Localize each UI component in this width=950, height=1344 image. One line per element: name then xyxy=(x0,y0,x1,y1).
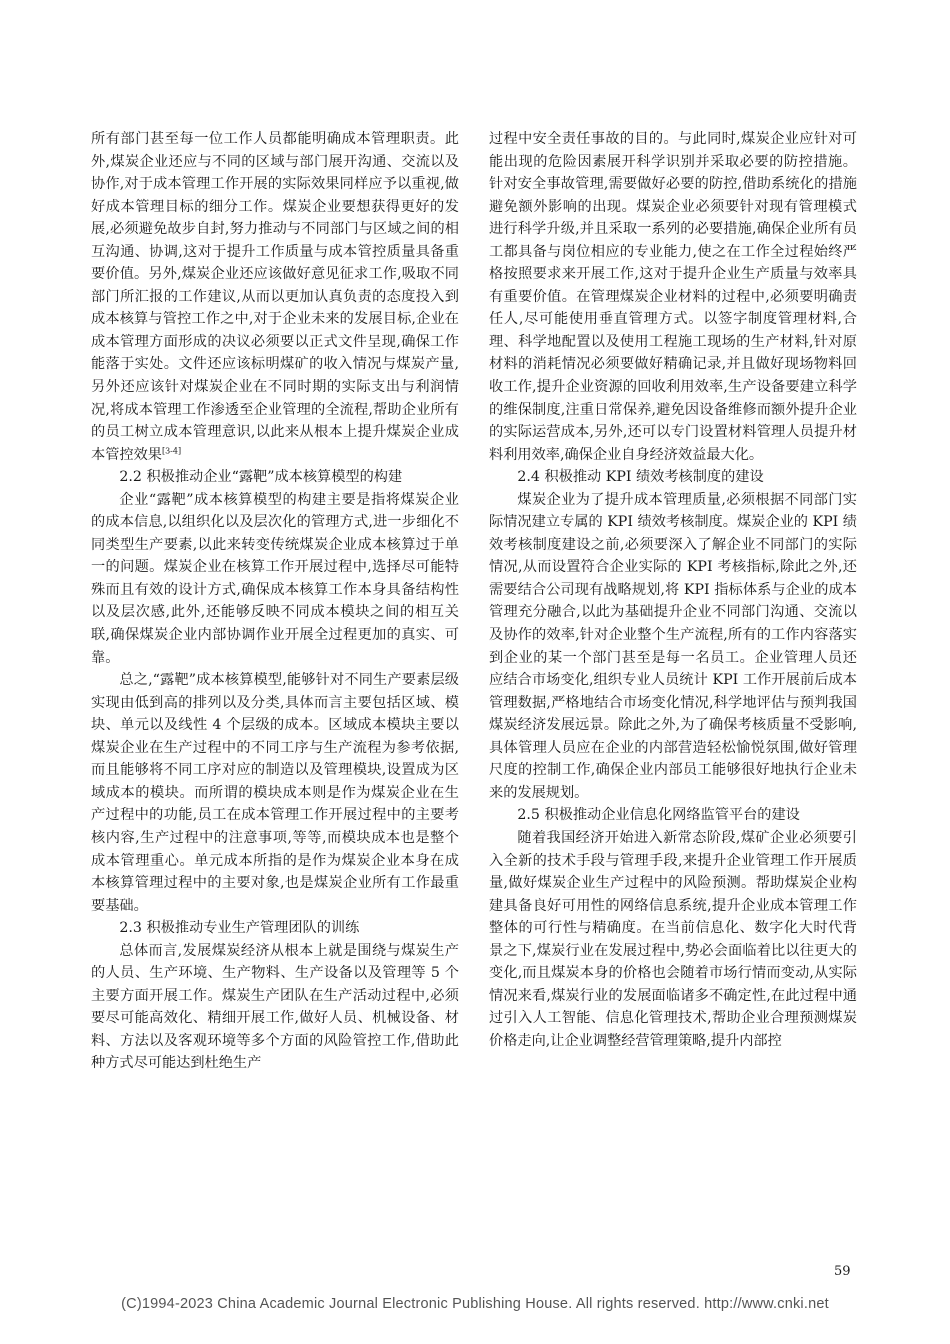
paragraph-info-platform: 随着我国经济开始进入新常态阶段,煤矿企业必须要引入全新的技术手段与管理手段,来提升企业管理工作开展质量,做好煤炭企业生产过程中的风险预测。帮助煤炭企业构建具备良好可用性的网络信息系统,提升企业成本管理工作整体的可行性与精确度。在当前信息化、数字化大时代背景之下,煤炭行业在发展过程中,势必会面临着比以往更大的变化,而且煤炭本身的价格也会随着市场行情而变动,从实际情况来看,煤炭行业的发展面临诸多不确定性,在此过程中通过引入人工智能、信息化管理技术,帮助企业合理预测煤炭价格走向,让企业调整经营管理策略,提升内部控 xyxy=(489,829,857,1049)
paragraph-model-levels: 总之,“露靶”成本核算模型,能够针对不同生产要素层级实现由低到高的排列以及分类,具体而言主要包括区域、模块、单元以及线性 4 个层级的成本。区域成本模块主要以煤炭企业在生产过程中的不同工序与生产流程为参考依据,而且能够将不同工序对应的制造以及管理模块,设置成为区域成本的模块。而所谓的模块成本则是作为煤炭企业在生产过程中的功能,员工在成本管理工作开展过程中的主要考核内容,生产过程中的注意事项,等等,而模块成本也是整个成本管理重心。单元成本所指的是作为煤炭企业本身在成本核算管理过程中的主要对象,也是煤炭企业所有工作最重要基础。 xyxy=(91,672,459,914)
left-paragraph-text: 所有部门甚至每一位工作人员都能明确成本管理职责。此外,煤炭企业还应与不同的区域与部门展开沟通、交流以及协作,对于成本管理工作开展的实际效果同样应予以重视,做好成本管理目标的细分工作。煤炭企业要想获得更好的发展,必须避免故步自封,努力推动与不同部门与区域之间的相互沟通、协调,这对于提升工作质量与成本管控质量具备重要价值。另外,煤炭企业还应该做好意见征求工作,吸取不同部门所汇报的工作建议,从而以更加认真负责的态度投入到成本核算与管控工作之中,对于企业未来的发展目标,企业在成本管理方面形成的决议必须要以正式文件呈现,确保工作能落于实处。文件还应该标明煤矿的收入情况与煤炭产量,另外还应该针对煤炭企业在不同时期的实际支出与利润情况,将成本管理工作渗透至企业管理的全流程,帮助企业所有的员工树立成本管理意识,以此来从根本上提升煤炭企业成本管控效果 xyxy=(91,131,459,463)
section-heading-2-2: 2.2 积极推动企业“露靶”成本核算模型的构建 xyxy=(119,469,403,486)
left-column xyxy=(91,128,459,1075)
right-column xyxy=(489,128,857,1052)
right-paragraph-continued: 过程中安全责任事故的目的。与此同时,煤炭企业应针对可能出现的危险因素展开科学识别并采取必要的防控措施。针对安全事故管理,需要做好必要的防控,借助系统化的措施避免额外影响的出现。煤炭企业必须要针对现有管理模式进行科学升级,并且采取一系列的必要措施,确保企业所有员工都具备与岗位相应的专业能力,使之在工作全过程始终严格按照要求来开展工作,这对于提升企业生产质量与效率具有重要价值。在管理煤炭企业材料的过程中,必须要明确责任人,尽可能使用垂直管理方式。以签字制度管理材料,合理、科学地配置以及使用工程施工现场的生产材料,针对原材料的消耗情况必须要做好精确记录,并且做好现场物料回收工作,提升企业资源的回收利用效率,生产设备要建立科学的维保制度,注重日常保养,避免因设备维修而额外提升企业的实际运营成本,另外,还可以专门设置材料管理人员提升材料利用效率,确保企业自身经济效益最大化。 xyxy=(489,131,857,463)
paragraph-kpi: 煤炭企业为了提升成本管理质量,必须根据不同部门实际情况建立专属的 KPI 绩效考核制度。煤炭企业的 KPI 绩效考核制度建设之前,必须要深入了解企业不同部门的实际情况,从而设置符合企业实际的 KPI 考核指标,除此之外,还需要结合公司现有战略规划,将 KPI 指标体系与企业的成本管理充分融合,以此为基础提升企业不同部门沟通、交流以及协作的效率,针对企业整个生产流程,所有的工作内容落实到企业的某一个部门甚至是每一名员工。企业管理人员还应结合市场变化,组织专业人员统计 KPI 工作开展前后成本管理数据,严格地结合市场变化情况,科学地评估与预判我国煤炭经济发展远景。除此之外,为了确保考核质量不受影响,具体管理人员应在企业的内部营造轻松愉悦氛围,做好管理尺度的控制工作,确保企业内部员工能够很好地执行企业未来的发展规划。 xyxy=(489,491,857,801)
section-heading-2-4: 2.4 积极推动 KPI 绩效考核制度的建设 xyxy=(517,469,764,486)
page-number: 59 xyxy=(834,1264,851,1279)
copyright-footer: (C)1994-2023 China Academic Journal Electronic Publishing House. All rights reserved. http://www.cnki.net xyxy=(121,1296,829,1312)
section-heading-2-3: 2.3 积极推动专业生产管理团队的训练 xyxy=(119,920,360,937)
left-paragraph-continued xyxy=(91,128,459,466)
section-heading-2-5: 2.5 积极推动企业信息化网络监管平台的建设 xyxy=(517,807,800,824)
paragraph-model-definition: 企业“露靶”成本核算模型的构建主要是指将煤炭企业的成本信息,以组织化以及层次化的管理方式,进一步细化不同类型生产要素,以此来转变传统煤炭企业成本核算过于单一的问题。煤炭企业在核算工作开展过程中,选择尽可能特殊而且有效的设计方式,确保成本核算工作本身具备结构性以及层次感,此外,还能够反映不同成本模块之间的相互关联,确保煤炭企业内部协调作业开展全过程更加的真实、可靠。 xyxy=(91,491,459,666)
citation-ref: [3-4] xyxy=(161,445,182,455)
paragraph-team-training: 总体而言,发展煤炭经济从根本上就是围绕与煤炭生产的人员、生产环境、生产物料、生产设备以及管理等 5 个主要方面开展工作。煤炭生产团队在生产活动过程中,必须要尽可能高效化、精细开展工作,做好人员、机械设备、材料、方法以及客观环境等多个方面的风险管控工作,借助此种方式尽可能达到杜绝生产 xyxy=(91,942,459,1072)
